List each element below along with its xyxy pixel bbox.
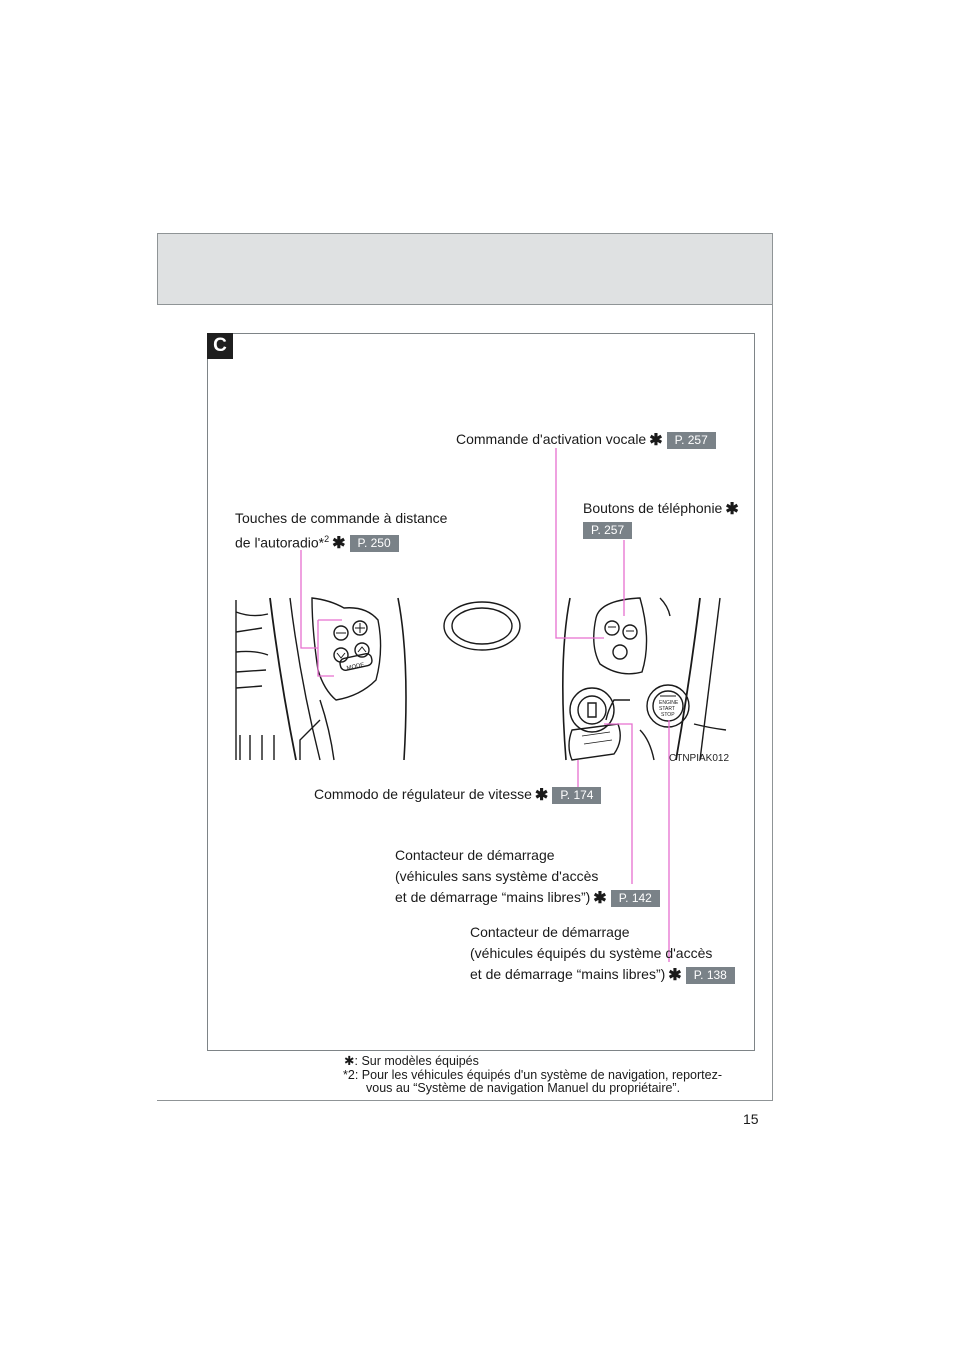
equipped-asterisk-icon: ✱ — [725, 500, 739, 518]
equipped-asterisk-icon: ✱ — [534, 786, 549, 804]
cruise-page-ref[interactable]: P. 174 — [552, 787, 601, 804]
equipped-asterisk-icon: ✱ — [593, 889, 607, 907]
ignition-no-key-page-ref[interactable]: P. 142 — [611, 890, 660, 907]
ignition-key-text: et de démarrage “mains libres”) — [470, 966, 666, 982]
footnote-ref-2: 2 — [324, 534, 330, 544]
footnote-1 — [344, 1055, 479, 1068]
footnote-1-marker: ✱: — [344, 1054, 358, 1068]
footnote-1-text: Sur modèles équipés — [361, 1054, 479, 1068]
voice-command-text: Commande d'activation vocale — [456, 431, 647, 447]
ignition-key-line3 — [470, 964, 735, 986]
section-letter: C — [207, 333, 233, 359]
ignition-no-key-line2: (véhicules sans système d'accès — [395, 868, 599, 884]
footnote-2-marker: *2: — [343, 1068, 359, 1082]
page-number: 15 — [743, 1111, 759, 1127]
engine-label-2: START — [659, 706, 675, 712]
audio-remote-text: de l'autoradio* — [235, 534, 325, 551]
audio-page-ref[interactable]: P. 250 — [350, 535, 399, 552]
footnote-2-line1: Pour les véhicules équipés d'un système de navigation, reportez- — [361, 1068, 723, 1082]
cruise-control-text: Commodo de régulateur de vitesse — [314, 786, 532, 802]
audio-remote-label-line1: Touches de commande à distance — [235, 510, 448, 526]
audio-remote-label-line2 — [235, 529, 399, 554]
ignition-no-key-text: et de démarrage “mains libres”) — [395, 889, 591, 905]
phone-buttons-text: Boutons de téléphonie — [583, 500, 723, 516]
phone-page-ref-wrap — [579, 519, 632, 540]
equipped-asterisk-icon: ✱ — [649, 431, 663, 449]
voice-command-label — [456, 429, 716, 451]
ignition-key-page-ref[interactable]: P. 138 — [686, 967, 735, 984]
voice-page-ref[interactable]: P. 257 — [667, 432, 716, 449]
equipped-asterisk-icon: ✱ — [332, 535, 346, 553]
mode-button-label: MODE — [346, 662, 366, 672]
ignition-key-line1: Contacteur de démarrage — [470, 924, 630, 940]
engine-label-1: ENGINE — [659, 700, 679, 706]
engine-label-3: STOP — [661, 712, 675, 718]
ignition-key-line2: (véhicules équipés du système d'accès — [470, 945, 713, 961]
phone-buttons-label — [583, 498, 739, 520]
ignition-no-key-line1: Contacteur de démarrage — [395, 847, 555, 863]
illustration-code: CTNPIAK012 — [669, 753, 730, 764]
ignition-no-key-line3 — [395, 887, 660, 909]
equipped-asterisk-icon: ✱ — [668, 966, 682, 984]
phone-page-ref[interactable]: P. 257 — [583, 522, 632, 539]
cruise-control-label — [314, 784, 601, 806]
footnote-2-line2: vous au “Système de navigation Manuel du propriétaire”. — [366, 1081, 681, 1095]
